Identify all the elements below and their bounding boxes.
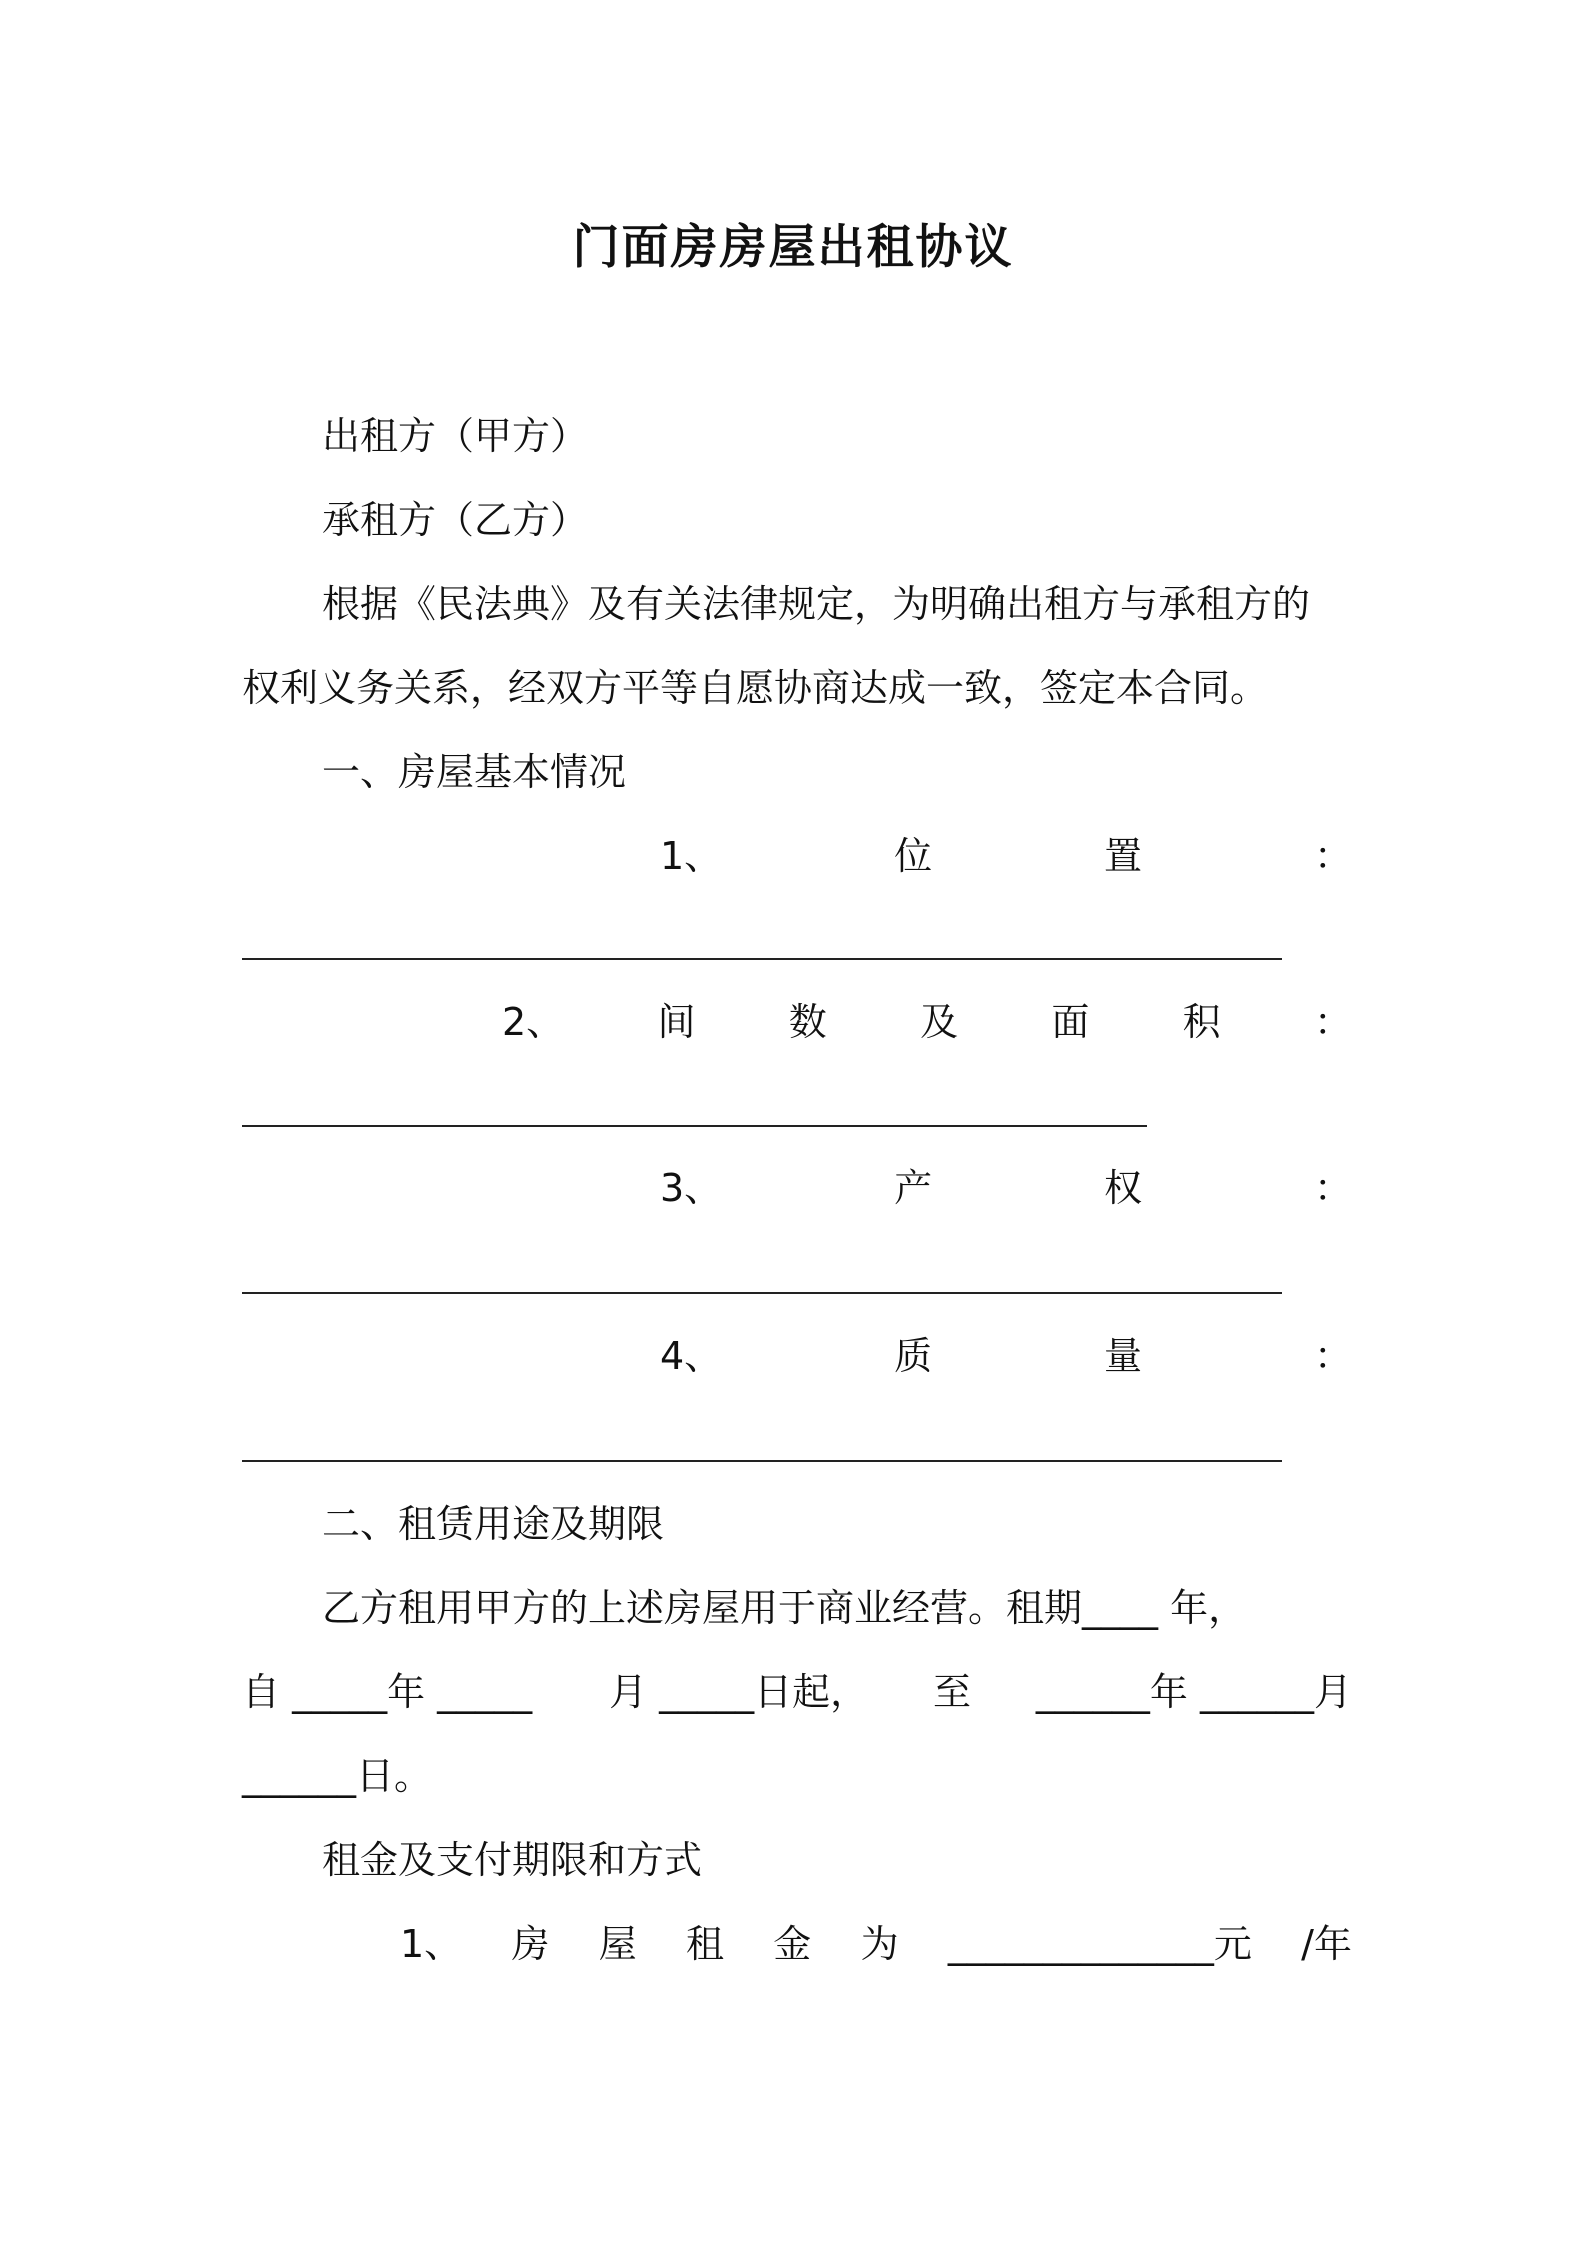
item-char: 质 — [894, 1334, 933, 1378]
item-location — [660, 832, 1352, 880]
item-char: 屋 — [598, 1922, 637, 1966]
item-char: 位 — [894, 834, 933, 878]
term-fragment: 至 — [933, 1670, 972, 1714]
lease-term-line3: ______日。 — [242, 1754, 433, 1798]
item-char: 置 — [1104, 834, 1143, 878]
term-fragment: ______年 ______月 — [1035, 1670, 1352, 1714]
blank-line-quality — [242, 1460, 1282, 1462]
item-number: 1、 — [400, 1922, 463, 1966]
rent-unit: /年 — [1301, 1922, 1352, 1966]
item-char: 权 — [1104, 1166, 1143, 1210]
intro-paragraph-line1: 根据《民法典》及有关法律规定，为明确出租方与承租方的 — [322, 582, 1311, 626]
item-char: 租 — [686, 1922, 725, 1966]
lessor-label: 出租方（甲方） — [322, 414, 589, 458]
term-fragment: 月 _____日起， — [609, 1670, 869, 1714]
item-colon: ： — [1313, 1000, 1352, 1044]
item-char: 为 — [860, 1922, 899, 1966]
section-heading-rent: 租金及支付期限和方式 — [322, 1838, 703, 1882]
item-char: 房 — [511, 1922, 550, 1966]
rent-amount-line — [400, 1920, 1352, 1968]
blank-line-rooms-area — [242, 1125, 1147, 1127]
item-char: 数 — [788, 1000, 827, 1044]
intro-paragraph-line2: 权利义务关系，经双方平等自愿协商达成一致，签定本合同。 — [242, 666, 1269, 710]
blank-line-location — [242, 958, 1282, 960]
item-colon: ： — [1313, 834, 1352, 878]
item-char: 量 — [1104, 1334, 1143, 1378]
lease-term-line2 — [242, 1668, 1352, 1716]
term-fragment: 自 _____年 _____ — [242, 1670, 545, 1714]
item-colon: ： — [1313, 1166, 1352, 1210]
item-char: 积 — [1182, 1000, 1221, 1044]
section-heading-lease-term: 二、租赁用途及期限 — [322, 1502, 665, 1546]
item-char: 金 — [773, 1922, 812, 1966]
item-char: 间 — [657, 1000, 696, 1044]
item-number: 4、 — [660, 1334, 723, 1378]
item-number: 1、 — [660, 834, 723, 878]
section-heading-house-info: 一、房屋基本情况 — [322, 750, 627, 794]
item-number: 3、 — [660, 1166, 723, 1210]
item-number: 2、 — [502, 1000, 565, 1044]
blank-line-property-right — [242, 1292, 1282, 1294]
item-rooms-area — [502, 998, 1352, 1046]
item-char: 及 — [920, 1000, 959, 1044]
lessee-label: 承租方（乙方） — [322, 498, 589, 542]
item-char: 产 — [894, 1166, 933, 1210]
lease-term-line1: 乙方租用甲方的上述房屋用于商业经营。租期____ 年， — [322, 1586, 1247, 1630]
document-title: 门面房房屋出租协议 — [572, 220, 1014, 275]
rent-blank: ______________元 — [947, 1922, 1252, 1966]
item-colon: ： — [1313, 1334, 1352, 1378]
item-property-right — [660, 1164, 1352, 1212]
item-quality — [660, 1332, 1352, 1380]
item-char: 面 — [1051, 1000, 1090, 1044]
